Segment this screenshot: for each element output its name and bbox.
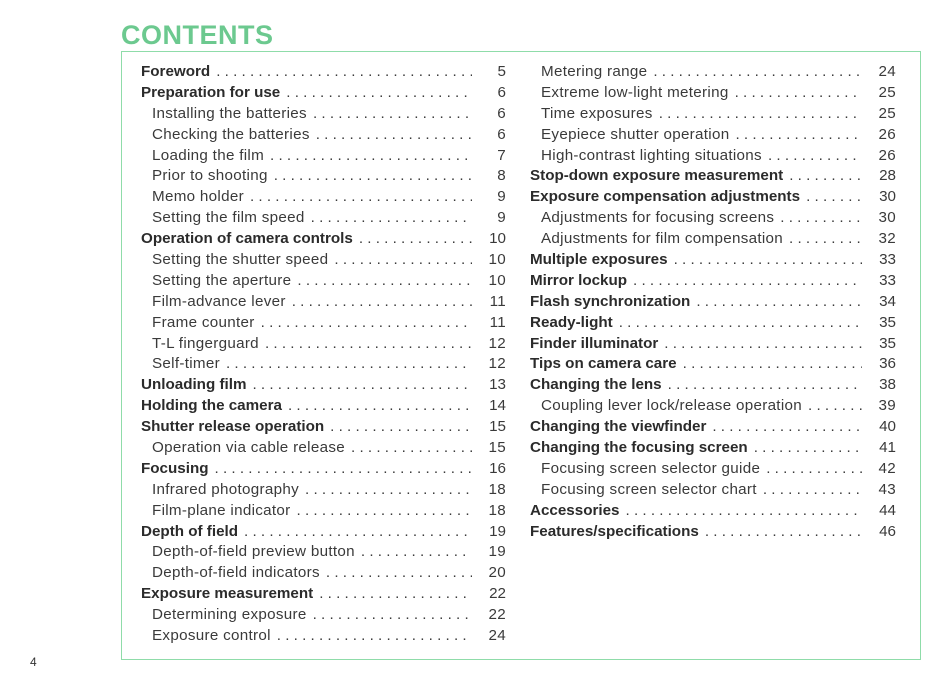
dot-leader (789, 229, 862, 250)
toc-entry-page: 26 (878, 125, 896, 143)
toc-entry-page: 12 (488, 334, 506, 352)
toc-subsection-entry (141, 271, 506, 292)
toc-entry-page: 10 (488, 271, 506, 289)
dot-leader (316, 125, 472, 146)
toc-entry-page: 5 (497, 63, 506, 80)
dot-leader (766, 459, 862, 480)
dot-leader (297, 271, 472, 292)
toc-entry-title: Changing the viewfinder (530, 418, 707, 436)
toc-entry-page: 15 (489, 418, 506, 436)
dot-leader (664, 334, 862, 355)
toc-subsection-entry (141, 605, 506, 626)
toc-entry-title: Operation via cable release (152, 439, 345, 457)
toc-section-entry (530, 271, 896, 292)
dot-leader (244, 522, 472, 543)
dot-leader (313, 605, 472, 626)
toc-column-left (141, 62, 506, 647)
toc-entry-page: 46 (879, 522, 896, 540)
toc-subsection-entry (530, 459, 896, 480)
toc-entry-title: Changing the lens (530, 376, 662, 394)
toc-entry-title: High-contrast lighting situations (541, 146, 762, 164)
toc-entry-page: 22 (489, 585, 506, 603)
toc-entry-title: Coupling lever lock/release operation (541, 397, 802, 415)
toc-section-entry (141, 584, 506, 605)
dot-leader (334, 250, 472, 271)
dot-leader (326, 563, 472, 584)
dot-leader (351, 438, 472, 459)
toc-entry-page: 10 (489, 230, 506, 248)
dot-leader (277, 626, 472, 647)
dot-leader (252, 375, 472, 396)
toc-entry-title: Mirror lockup (530, 271, 628, 289)
toc-entry-page: 10 (488, 251, 506, 269)
toc-entry-title: Setting the film speed (152, 209, 305, 227)
toc-entry-title: Accessories (530, 501, 620, 519)
toc-entry-page: 15 (488, 439, 506, 457)
toc-entry-page: 32 (878, 230, 896, 248)
toc-column-right (530, 62, 896, 542)
toc-entry-page: 20 (488, 564, 506, 582)
toc-entry-title: Exposure compensation adjustments (530, 188, 801, 206)
toc-entry-title: Holding the camera (141, 397, 282, 415)
toc-section-entry (530, 417, 896, 438)
toc-entry-page: 6 (497, 125, 506, 143)
toc-subsection-entry (141, 334, 506, 355)
dot-leader (683, 354, 862, 375)
toc-section-entry (530, 522, 896, 543)
toc-entry-title: Preparation for use (141, 83, 281, 101)
toc-entry-page: 39 (878, 397, 896, 415)
toc-entry-page: 36 (879, 355, 896, 373)
toc-entry-page: 7 (497, 146, 506, 164)
dot-leader (789, 166, 862, 187)
toc-entry-page: 33 (879, 271, 896, 289)
dot-leader (286, 83, 472, 104)
toc-entry-title: Finder illuminator (530, 334, 659, 352)
toc-subsection-entry (530, 104, 896, 125)
toc-entry-page: 18 (488, 501, 506, 519)
toc-entry-title: Setting the shutter speed (152, 251, 329, 269)
dot-leader (292, 292, 472, 313)
toc-entry-page: 28 (879, 167, 896, 185)
toc-subsection-entry (141, 208, 506, 229)
toc-entry-title: Eyepiece shutter operation (541, 125, 730, 143)
toc-entry-title: Frame counter (152, 313, 255, 331)
toc-subsection-entry (141, 501, 506, 522)
dot-leader (361, 542, 472, 563)
toc-subsection-entry (141, 438, 506, 459)
toc-entry-title: Foreword (141, 63, 211, 80)
toc-entry-page: 9 (497, 209, 506, 227)
dot-leader (808, 396, 862, 417)
toc-entry-page: 14 (489, 397, 506, 415)
dot-leader (305, 480, 472, 501)
toc-subsection-entry (530, 208, 896, 229)
toc-entry-page: 26 (878, 146, 896, 164)
toc-entry-page: 25 (878, 104, 896, 122)
toc-entry-page: 19 (488, 543, 506, 561)
toc-subsection-entry (530, 125, 896, 146)
toc-subsection-entry (141, 187, 506, 208)
dot-leader (288, 396, 472, 417)
dot-leader (359, 229, 472, 250)
toc-subsection-entry (141, 480, 506, 501)
toc-entry-page: 44 (879, 501, 896, 519)
toc-entry-page: 34 (879, 292, 896, 310)
toc-section-entry (141, 522, 506, 543)
toc-subsection-entry (530, 480, 896, 501)
toc-entry-page: 38 (879, 376, 896, 394)
toc-entry-page: 41 (879, 439, 896, 457)
toc-entry-title: Ready-light (530, 313, 613, 331)
dot-leader (250, 187, 472, 208)
toc-entry-page: 30 (878, 209, 896, 227)
toc-entry-page: 18 (488, 480, 506, 498)
toc-entry-page: 35 (879, 334, 896, 352)
toc-entry-page: 33 (879, 251, 896, 269)
toc-subsection-entry (530, 229, 896, 250)
toc-subsection-entry (141, 626, 506, 647)
toc-entry-title: Focusing screen selector chart (541, 480, 757, 498)
dot-leader (735, 83, 862, 104)
toc-entry-page: 12 (488, 355, 506, 373)
toc-section-entry (530, 292, 896, 313)
toc-section-entry (141, 459, 506, 480)
dot-leader (216, 62, 472, 83)
toc-entry-title: Setting the aperture (152, 271, 292, 289)
page-number: 4 (30, 655, 37, 669)
toc-section-entry (530, 250, 896, 271)
dot-leader (313, 104, 472, 125)
toc-entry-title: Self-timer (152, 355, 220, 373)
toc-subsection-entry (141, 104, 506, 125)
dot-leader (653, 62, 862, 83)
toc-subsection-entry (141, 313, 506, 334)
toc-entry-page: 25 (878, 83, 896, 101)
toc-entry-page: 24 (878, 63, 896, 80)
dot-leader (696, 292, 862, 313)
toc-entry-title: Stop-down exposure measurement (530, 167, 784, 185)
toc-section-entry (530, 313, 896, 334)
toc-entry-title: Loading the film (152, 146, 265, 164)
toc-entry-page: 6 (497, 104, 506, 122)
toc-entry-title: Unloading film (141, 376, 247, 394)
toc-entry-page: 22 (488, 606, 506, 624)
toc-subsection-entry (141, 250, 506, 271)
dot-leader (626, 501, 862, 522)
dot-leader (763, 480, 862, 501)
toc-entry-title: Infrared photography (152, 480, 300, 498)
toc-subsection-entry (530, 396, 896, 417)
toc-section-entry (530, 354, 896, 375)
toc-entry-title: Exposure control (152, 627, 271, 645)
toc-entry-title: Adjustments for film compensation (541, 230, 784, 248)
dot-leader (215, 459, 473, 480)
toc-section-entry (530, 375, 896, 396)
dot-leader (319, 584, 472, 605)
toc-entry-title: Features/specifications (530, 522, 699, 540)
page-title: CONTENTS (121, 20, 274, 50)
dot-leader (754, 438, 862, 459)
dot-leader (261, 313, 472, 334)
dot-leader (633, 271, 862, 292)
toc-entry-title: Multiple exposures (530, 251, 668, 269)
toc-section-entry (141, 396, 506, 417)
dot-leader (768, 146, 862, 167)
dot-leader (674, 250, 862, 271)
toc-subsection-entry (141, 563, 506, 584)
dot-leader (297, 501, 472, 522)
dot-leader (265, 334, 472, 355)
toc-entry-title: Flash synchronization (530, 292, 691, 310)
dot-leader (735, 125, 862, 146)
toc-entry-page: 19 (489, 522, 506, 540)
toc-entry-title: Checking the batteries (152, 125, 310, 143)
toc-entry-page: 16 (489, 459, 506, 477)
toc-section-entry (530, 187, 896, 208)
toc-entry-page: 9 (497, 188, 506, 206)
toc-entry-title: Operation of camera controls (141, 230, 353, 248)
toc-entry-title: Memo holder (152, 188, 244, 206)
toc-entry-title: Focusing (141, 459, 209, 477)
dot-leader (806, 187, 862, 208)
toc-entry-title: Film-plane indicator (152, 501, 291, 519)
toc-section-entry (141, 83, 506, 104)
toc-section-entry (141, 417, 506, 438)
toc-entry-title: Time exposures (541, 104, 653, 122)
toc-subsection-entry (530, 62, 896, 83)
toc-section-entry (530, 438, 896, 459)
toc-entry-page: 24 (488, 627, 506, 645)
dot-leader (226, 354, 472, 375)
toc-entry-title: Shutter release operation (141, 418, 325, 436)
toc-entry-page: 30 (879, 188, 896, 206)
toc-entry-page: 40 (879, 418, 896, 436)
toc-subsection-entry (141, 166, 506, 187)
toc-entry-page: 13 (489, 376, 506, 394)
toc-entry-title: Changing the focusing screen (530, 439, 748, 457)
toc-entry-title: Depth-of-field indicators (152, 564, 320, 582)
toc-section-entry (530, 166, 896, 187)
toc-entry-page: 11 (489, 313, 506, 331)
toc-entry-title: Depth of field (141, 522, 239, 540)
toc-entry-title: T-L fingerguard (152, 334, 259, 352)
dot-leader (311, 208, 472, 229)
dot-leader (274, 166, 472, 187)
toc-entry-title: Exposure measurement (141, 585, 314, 603)
toc-section-entry (141, 375, 506, 396)
toc-entry-title: Depth-of-field preview button (152, 543, 355, 561)
toc-subsection-entry (530, 83, 896, 104)
dot-leader (619, 313, 862, 334)
toc-entry-title: Extreme low-light metering (541, 83, 729, 101)
dot-leader (780, 208, 862, 229)
toc-section-entry (530, 334, 896, 355)
toc-subsection-entry (141, 292, 506, 313)
toc-subsection-entry (141, 542, 506, 563)
toc-entry-title: Installing the batteries (152, 104, 307, 122)
toc-entry-title: Film-advance lever (152, 292, 286, 310)
toc-entry-page: 35 (879, 313, 896, 331)
toc-entry-title: Tips on camera care (530, 355, 677, 373)
toc-entry-page: 43 (878, 480, 896, 498)
toc-entry-title: Prior to shooting (152, 167, 268, 185)
toc-subsection-entry (141, 146, 506, 167)
dot-leader (668, 375, 862, 396)
toc-entry-page: 8 (497, 167, 506, 185)
toc-subsection-entry (141, 354, 506, 375)
toc-entry-page: 6 (497, 83, 506, 101)
toc-entry-title: Focusing screen selector guide (541, 459, 761, 477)
dot-leader (659, 104, 862, 125)
toc-entry-page: 11 (489, 292, 506, 310)
dot-leader (712, 417, 862, 438)
dot-leader (330, 417, 472, 438)
dot-leader (270, 146, 472, 167)
dot-leader (705, 522, 862, 543)
toc-section-entry (141, 229, 506, 250)
toc-entry-title: Adjustments for focusing screens (541, 209, 775, 227)
toc-entry-title: Determining exposure (152, 606, 307, 624)
toc-section-entry (141, 62, 506, 83)
toc-subsection-entry (141, 125, 506, 146)
toc-section-entry (530, 501, 896, 522)
toc-entry-title: Metering range (541, 63, 648, 80)
toc-entry-page: 42 (878, 459, 896, 477)
toc-subsection-entry (530, 146, 896, 167)
